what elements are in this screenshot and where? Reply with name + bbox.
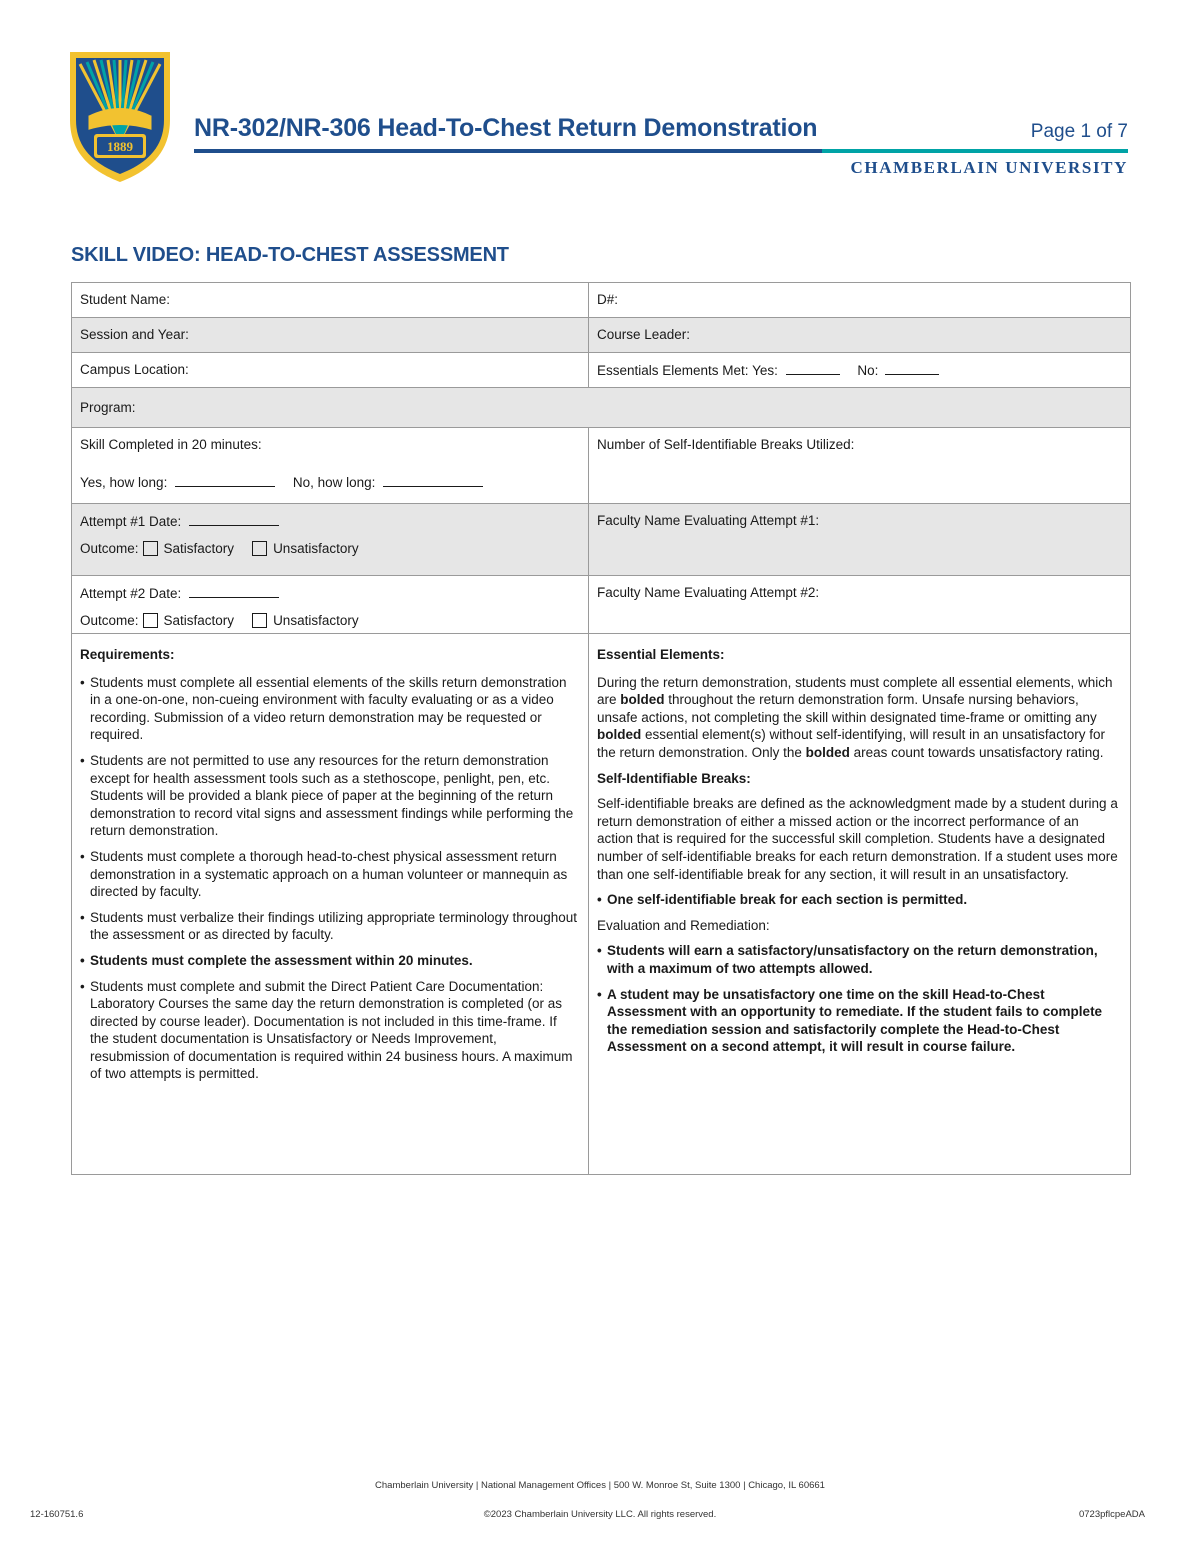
requirements-list: [80, 674, 578, 1083]
attempt1-field: [72, 504, 589, 575]
self-breaks-title: Self-Identifiable Breaks:: [597, 770, 751, 786]
form-row-student: [72, 283, 1130, 318]
course-leader-field[interactable]: [589, 318, 1130, 352]
faculty2-label: Faculty Name Evaluating Attempt #2:: [597, 585, 820, 600]
program-label: Program:: [80, 400, 136, 415]
attempt2-satisfactory-checkbox[interactable]: [143, 613, 158, 628]
footer-address: Chamberlain University | National Management Offices | 500 W. Monroe St, Suite 1300 | Chicago, IL 60661: [375, 1480, 825, 1491]
header-rule-accent: [822, 149, 1128, 153]
essential-text-bold: bolded: [597, 727, 642, 743]
campus-location-field[interactable]: [72, 353, 589, 387]
campus-location-label: Campus Location:: [80, 362, 189, 377]
document-title: NR-302/NR-306 Head-To-Chest Return Demonstration: [194, 114, 818, 142]
form-row-attempt2: [72, 576, 1130, 634]
evaluation-item: • A student may be unsatisfactory one time on the skill Head-to-Chest Assessment with an opportunity to remediate. If the student fails to complete the remediation session and satisfactorily complete the Head-to-Chest Assessment on a second attempt, it will result in course failure.: [597, 986, 1118, 1056]
attempt1-unsatisfactory-label: Unsatisfactory: [273, 541, 359, 556]
self-breaks-item: • One self-identifiable break for each section is permitted.: [597, 891, 1118, 909]
evaluation-form: [71, 282, 1131, 1175]
essential-elements-section: [589, 634, 1130, 1174]
evaluation-title: Evaluation and Remediation:: [597, 917, 770, 933]
student-name-label: Student Name:: [80, 292, 171, 307]
attempt2-satisfactory-label: Satisfactory: [163, 613, 235, 628]
essential-text-bold: bolded: [620, 692, 665, 708]
program-field[interactable]: [72, 388, 1130, 427]
seal-year: 1889: [107, 139, 133, 154]
student-name-field[interactable]: [72, 283, 589, 317]
evaluation-list: [597, 942, 1118, 1056]
attempt1-satisfactory-checkbox[interactable]: [143, 541, 158, 556]
footer-code: 12-160751.6: [30, 1509, 84, 1520]
no-how-long-line[interactable]: [383, 474, 483, 487]
attempt2-date-line[interactable]: [189, 585, 279, 598]
skill-completed-label: Skill Completed in 20 minutes:: [80, 437, 262, 452]
attempt2-field: [72, 576, 589, 633]
form-row-campus: [72, 353, 1130, 388]
d-number-field[interactable]: [589, 283, 1130, 317]
attempt1-date-line[interactable]: [189, 513, 279, 526]
page-number: Page 1 of 7: [1030, 121, 1128, 142]
essential-text-bold: bolded: [805, 744, 850, 760]
d-number-label: D#:: [597, 292, 619, 307]
footer-id: 0723pflcpeADA: [1078, 1509, 1145, 1520]
attempt2-outcome-label: Outcome:: [80, 613, 139, 628]
faculty2-field[interactable]: [589, 576, 1130, 633]
skill-heading: SKILL VIDEO: HEAD-TO-CHEST ASSESSMENT: [71, 244, 509, 266]
essential-elements-text: [597, 674, 1118, 762]
session-year-label: Session and Year:: [80, 327, 189, 342]
requirement-item: • Students must complete all essential elements of the skills return demonstration in a one-on-one, non-cueing environment with faculty evaluating or as a video recording. Submission of a video return demonstration may be requested or required.: [80, 674, 578, 744]
attempt1-satisfactory-label: Satisfactory: [163, 541, 235, 556]
form-row-time: [72, 428, 1130, 504]
form-row-program: [72, 388, 1130, 428]
form-row-session: [72, 318, 1130, 353]
university-name: CHAMBERLAIN UNIVERSITY: [850, 158, 1128, 177]
self-breaks-label: Number of Self-Identifiable Breaks Utilized:: [597, 437, 855, 452]
form-row-instructions: [72, 634, 1130, 1174]
requirement-item: • Students are not permitted to use any resources for the return demonstration except for health assessment tools such as a stethoscope, penlight, pen, etc. Students will be provided a blank piece of paper at the beginning of the return demonstration to record vital signs and assessment findings while performing the return demonstration.: [80, 752, 578, 840]
evaluation-item: • Students will earn a satisfactory/unsatisfactory on the return demonstration, with a maximum of two attempts allowed.: [597, 942, 1118, 977]
requirements-section: [72, 634, 589, 1174]
attempt2-date-label: Attempt #2 Date:: [80, 586, 182, 601]
requirement-item: • Students must complete the assessment within 20 minutes.: [80, 952, 578, 970]
essentials-met-field[interactable]: [589, 353, 1130, 387]
yes-how-long-label: Yes, how long:: [80, 475, 168, 490]
essentials-no-label: No:: [857, 363, 879, 378]
requirement-item: • Students must complete a thorough head-to-chest physical assessment return demonstration in a systematic approach on a human volunteer or mannequin as directed by faculty.: [80, 848, 578, 901]
attempt1-outcome-label: Outcome:: [80, 541, 139, 556]
self-breaks-field[interactable]: [589, 428, 1130, 503]
attempt1-date-label: Attempt #1 Date:: [80, 514, 182, 529]
requirement-item: • Students must verbalize their findings utilizing appropriate terminology throughout the assessment or as directed by faculty.: [80, 909, 578, 944]
essential-text-part: During the return demonstration, students must complete all essential elements, which are: [597, 674, 1113, 708]
faculty1-label: Faculty Name Evaluating Attempt #1:: [597, 513, 820, 528]
self-breaks-list: [597, 891, 1118, 909]
essential-elements-title: Essential Elements:: [597, 647, 725, 662]
footer-copyright: ©2023 Chamberlain University LLC. All rights reserved.: [483, 1509, 717, 1520]
requirements-title: Requirements:: [80, 647, 175, 662]
essentials-met-label: Essentials Elements Met: Yes:: [597, 363, 778, 378]
faculty1-field[interactable]: [589, 504, 1130, 575]
essential-text-part: areas count towards unsatisfactory rating.: [849, 744, 1104, 760]
chamberlain-seal-logo: [68, 50, 172, 184]
form-row-attempt1: [72, 504, 1130, 576]
session-year-field[interactable]: [72, 318, 589, 352]
no-how-long-label: No, how long:: [292, 475, 376, 490]
attempt1-unsatisfactory-checkbox[interactable]: [252, 541, 267, 556]
essentials-yes-line[interactable]: [786, 362, 840, 375]
yes-how-long-line[interactable]: [175, 474, 275, 487]
essential-text-part: throughout the return demonstration form. Unsafe nursing behaviors, unsafe actions, not completing the skill within designated time-frame or omitting any: [597, 692, 1097, 725]
attempt2-unsatisfactory-label: Unsatisfactory: [273, 613, 359, 628]
self-breaks-text: Self-identifiable breaks are defined as the acknowledgment made by a student during a return demonstration of either a missed action or the incorrect performance of an action that is required for the successful skill completion. Students have a designated number of self-identifiable breaks for each return demonstration. If a student uses more than one self-identifiable break for any section, it will result in an unsatisfactory.: [597, 796, 1118, 882]
skill-completed-field: [72, 428, 589, 503]
requirement-item: • Students must complete and submit the Direct Patient Care Documentation: Laboratory Courses the same day the return demonstration is completed (or as directed by course leader). Documentation is not included in this time-frame. If the student documentation is Unsatisfactory or Needs Improvement, resubmission of documentation is required within 24 business hours. A maximum of two attempts is permitted.: [80, 978, 578, 1084]
essential-text-part: essential element(s) without self-identifying, will result in an unsatisfactory for the return demonstration. Only the: [597, 727, 1105, 760]
essentials-no-line[interactable]: [885, 362, 939, 375]
course-leader-label: Course Leader:: [597, 327, 691, 342]
attempt2-unsatisfactory-checkbox[interactable]: [252, 613, 267, 628]
